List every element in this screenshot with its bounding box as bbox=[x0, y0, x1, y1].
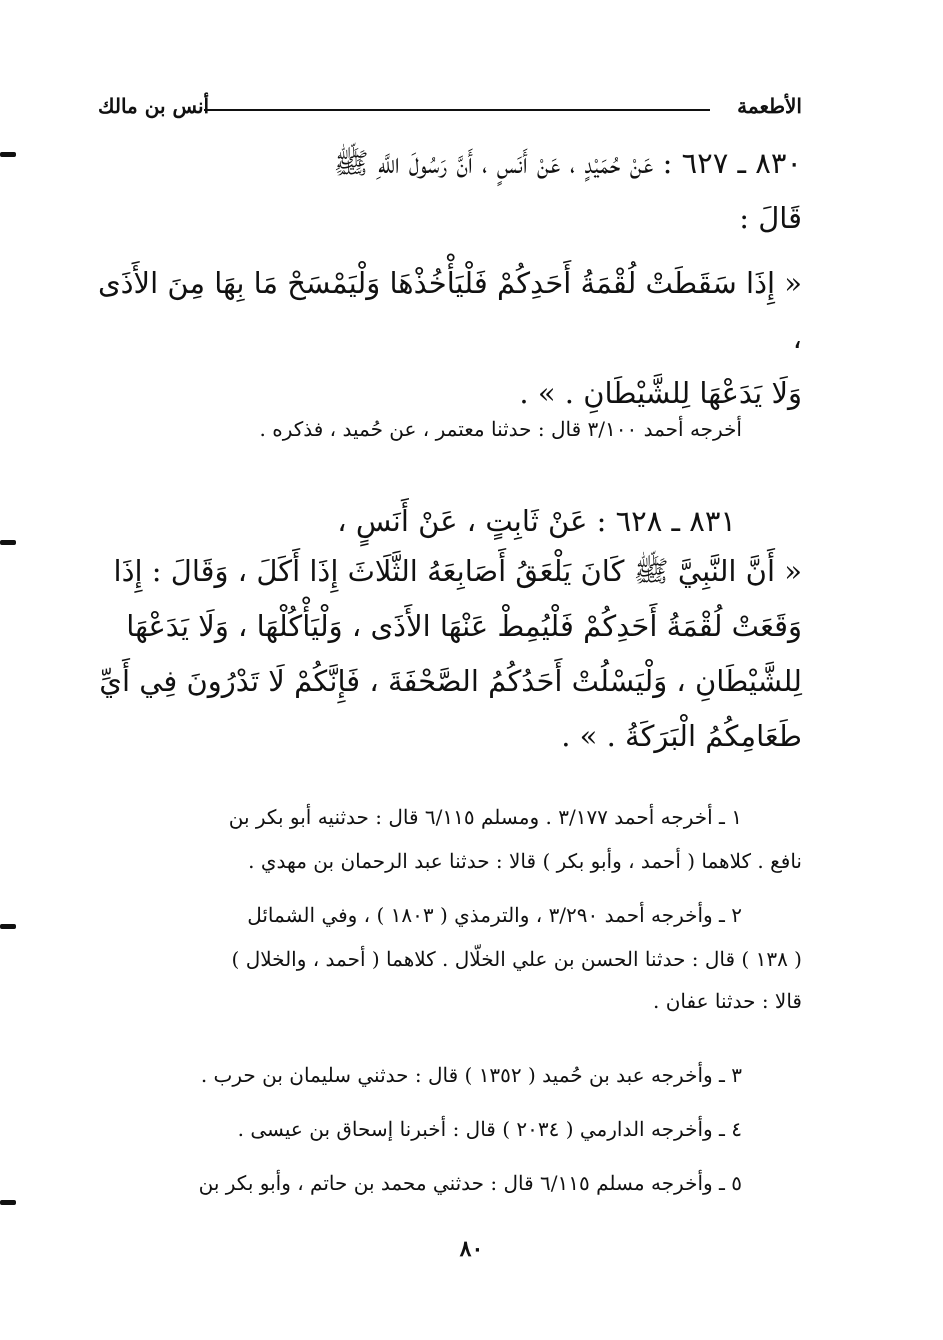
takhrij-831-item-4 bbox=[96, 1108, 742, 1150]
scan-margin-mark bbox=[0, 1200, 16, 1205]
takhrij-831-item-2-cont bbox=[96, 938, 802, 1022]
hadith-830-line-3: « إِذَا سَقَطَتْ لُقْمَةُ أَحَدِكُمْ فَلْيَأْخُذْهَا وَلْيَمْسَحْ مَا بِهَا مِنَ الأَذَى ، bbox=[97, 266, 802, 355]
hadith-831-line-1: ٨٣١ ـ ٦٢٨ : عَنْ ثَابِتٍ ، عَنْ أَنَسٍ ، bbox=[337, 504, 736, 538]
hadith-831 bbox=[96, 494, 736, 549]
scan-margin-mark bbox=[0, 540, 16, 545]
takhrij-831-item-1 bbox=[96, 796, 742, 838]
hadith-831-line-4: لِلشَّيْطَانِ ، وَلْيَسْلُتْ أَحَدُكُمُ الصَّحْفَةَ ، فَإِنَّكُمْ لَا تَدْرُونَ فِي أَيِّ bbox=[99, 664, 802, 698]
chapter-title: الأطعمة bbox=[737, 94, 802, 118]
narrator-title: أنس بن مالك bbox=[98, 94, 210, 118]
takhrij-830-text: أخرجه أحمد ٣/١٠٠ قال : حدثنا معتمر ، عن حُميد ، فذكره . bbox=[259, 417, 742, 441]
page-number: ٨٠ bbox=[459, 1236, 484, 1262]
takhrij-831-item-2 bbox=[96, 894, 742, 936]
takhrij-831-item-2-line-3: قالا : حدثنا عفان . bbox=[653, 989, 802, 1013]
takhrij-831-item-4-text: ٤ ـ وأخرجه الدارمي ( ٢٠٣٤ ) قال : أخبرنا إسحاق بن عيسى . bbox=[237, 1117, 742, 1141]
takhrij-831-item-2-line-2: ( ١٣٨ ) قال : حدثنا الحسن بن علي الخلّال . كلاهما ( أحمد ، والخلال ) bbox=[231, 947, 802, 971]
running-header bbox=[98, 94, 802, 124]
hadith-831-line-2: « أَنَّ النَّبِيَّ ﷺ كَانَ يَلْعَقُ أَصَابِعَهُ الثَّلَاثَ إِذَا أَكَلَ ، وَقَالَ : إِذَا bbox=[113, 554, 802, 588]
scan-margin-mark bbox=[0, 152, 16, 157]
hadith-830-line-4: وَلَا يَدَعْهَا لِلشَّيْطَانِ . » . bbox=[519, 376, 802, 410]
takhrij-831-item-5 bbox=[96, 1162, 742, 1204]
takhrij-831-item-5-text: ٥ ـ وأخرجه مسلم ٦/١١٥ قال : حدثني محمد بن حاتم ، وأبو بكر بن bbox=[198, 1171, 742, 1195]
takhrij-831-item-1-line-1: ١ ـ أخرجه أحمد ٣/١٧٧ . ومسلم ٦/١١٥ قال : حدثنيه أبو بكر بن bbox=[228, 805, 742, 829]
takhrij-831-item-3-text: ٣ ـ وأخرجه عبد بن حُميد ( ١٣٥٢ ) قال : حدثني سليمان بن حرب . bbox=[200, 1063, 742, 1087]
takhrij-831-item-2-line-1: ٢ ـ وأخرجه أحمد ٣/٢٩٠ ، والترمذي ( ١٨٠٣ ) ، وفي الشمائل bbox=[247, 903, 742, 927]
takhrij-831-item-1-cont bbox=[96, 840, 802, 882]
takhrij-831-item-3 bbox=[96, 1054, 742, 1096]
takhrij-830 bbox=[96, 408, 742, 450]
hadith-830-line-1: ٨٣٠ ـ ٦٢٧ : عَنْ حُمَيْدٍ ، عَنْ أَنَسٍ ، أَنَّ رَسُولَ اللَّهِ ﷺ bbox=[333, 146, 802, 180]
takhrij-831-item-1-line-2: نافع . كلاهما ( أحمد ، وأبو بكر ) قالا : حدثنا عبد الرحمان بن مهدي . bbox=[248, 849, 802, 873]
hadith-830-line-2: قَالَ : bbox=[739, 201, 802, 235]
hadith-831-matn bbox=[96, 544, 802, 764]
hadith-831-line-5: طَعَامِكُمُ الْبَرَكَةُ . » . bbox=[561, 719, 802, 753]
scan-margin-mark bbox=[0, 924, 16, 929]
hadith-830 bbox=[96, 136, 802, 421]
header-rule bbox=[204, 109, 710, 111]
hadith-831-line-3: وَقَعَتْ لُقْمَةُ أَحَدِكُمْ فَلْيُمِطْ عَنْهَا الأَذَى ، وَلْيَأْكُلْهَا ، وَلَا يَدَعْهَا bbox=[126, 609, 802, 643]
